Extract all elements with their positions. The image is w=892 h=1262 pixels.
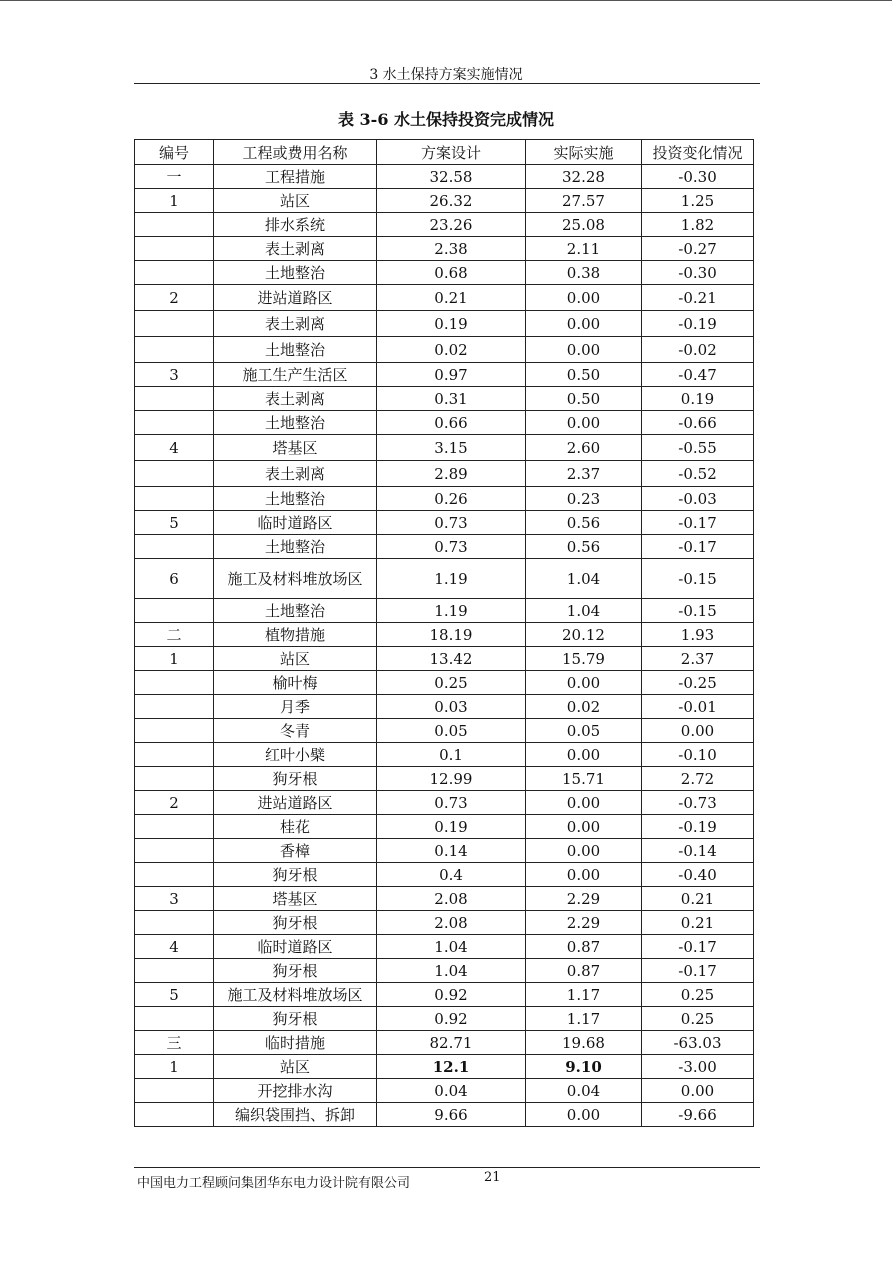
cell-item-name: 临时措施	[214, 1031, 377, 1055]
cell-change: -0.73	[642, 791, 754, 815]
cell-item-name: 桂花	[214, 815, 377, 839]
cell-planned: 2.38	[377, 237, 526, 261]
table-header-row	[135, 140, 754, 165]
table-row	[135, 623, 754, 647]
cell-number: 二	[135, 623, 214, 647]
cell-change: 0.00	[642, 719, 754, 743]
cell-planned: 0.92	[377, 1007, 526, 1031]
cell-actual: 0.00	[526, 863, 642, 887]
cell-actual: 0.00	[526, 743, 642, 767]
cell-number	[135, 387, 214, 411]
cell-planned: 2.08	[377, 911, 526, 935]
cell-actual: 0.00	[526, 1103, 642, 1127]
table-row	[135, 535, 754, 559]
cell-actual: 19.68	[526, 1031, 642, 1055]
table-row	[135, 647, 754, 671]
cell-planned: 2.08	[377, 887, 526, 911]
cell-change: 1.93	[642, 623, 754, 647]
cell-item-name: 狗牙根	[214, 911, 377, 935]
cell-actual: 0.00	[526, 815, 642, 839]
table-row	[135, 959, 754, 983]
cell-number	[135, 719, 214, 743]
cell-planned: 0.19	[377, 311, 526, 337]
cell-change: -0.10	[642, 743, 754, 767]
table-row	[135, 719, 754, 743]
cell-change: -0.17	[642, 959, 754, 983]
footer-company: 中国电力工程顾问集团华东电力设计院有限公司	[137, 1176, 411, 1191]
cell-item-name: 植物措施	[214, 623, 377, 647]
cell-change: -0.21	[642, 285, 754, 311]
cell-number	[135, 311, 214, 337]
cell-planned: 0.31	[377, 387, 526, 411]
cell-planned: 0.21	[377, 285, 526, 311]
cell-actual: 0.87	[526, 935, 642, 959]
cell-actual: 0.00	[526, 671, 642, 695]
cell-item-name: 月季	[214, 695, 377, 719]
cell-number	[135, 671, 214, 695]
table-row	[135, 337, 754, 363]
table-row	[135, 387, 754, 411]
cell-number: 1	[135, 1055, 214, 1079]
table-row	[135, 887, 754, 911]
table-row	[135, 487, 754, 511]
cell-item-name: 土地整治	[214, 535, 377, 559]
cell-change: -3.00	[642, 1055, 754, 1079]
cell-number: 一	[135, 165, 214, 189]
cell-planned: 0.73	[377, 535, 526, 559]
cell-change: -0.03	[642, 487, 754, 511]
cell-planned: 0.19	[377, 815, 526, 839]
cell-number: 4	[135, 435, 214, 461]
cell-planned: 26.32	[377, 189, 526, 213]
table-row	[135, 1055, 754, 1079]
cell-planned: 0.14	[377, 839, 526, 863]
table-row	[135, 1103, 754, 1127]
cell-number	[135, 911, 214, 935]
cell-item-name: 排水系统	[214, 213, 377, 237]
table-row	[135, 767, 754, 791]
cell-planned: 3.15	[377, 435, 526, 461]
cell-planned: 9.66	[377, 1103, 526, 1127]
cell-number	[135, 815, 214, 839]
cell-number	[135, 461, 214, 487]
table-row	[135, 363, 754, 387]
table-row	[135, 935, 754, 959]
cell-actual: 0.04	[526, 1079, 642, 1103]
col-header-actual: 实际实施	[526, 140, 642, 165]
cell-planned: 1.19	[377, 559, 526, 599]
cell-number: 5	[135, 511, 214, 535]
cell-planned: 0.25	[377, 671, 526, 695]
cell-item-name: 编织袋围挡、拆卸	[214, 1103, 377, 1127]
cell-number: 1	[135, 189, 214, 213]
cell-item-name: 进站道路区	[214, 791, 377, 815]
cell-item-name: 土地整治	[214, 337, 377, 363]
cell-number	[135, 863, 214, 887]
cell-planned: 0.1	[377, 743, 526, 767]
table-row	[135, 1079, 754, 1103]
cell-change: 0.00	[642, 1079, 754, 1103]
table-row	[135, 983, 754, 1007]
cell-actual: 25.08	[526, 213, 642, 237]
page-top-edge	[0, 0, 892, 1]
cell-number	[135, 237, 214, 261]
cell-actual: 0.87	[526, 959, 642, 983]
cell-actual: 2.29	[526, 911, 642, 935]
cell-actual: 27.57	[526, 189, 642, 213]
cell-actual: 0.00	[526, 311, 642, 337]
cell-actual: 0.00	[526, 411, 642, 435]
cell-planned: 0.03	[377, 695, 526, 719]
table-row	[135, 839, 754, 863]
cell-change: -0.52	[642, 461, 754, 487]
cell-planned: 1.04	[377, 935, 526, 959]
col-header-number: 编号	[135, 140, 214, 165]
table-row	[135, 189, 754, 213]
cell-planned: 0.73	[377, 511, 526, 535]
table-body	[135, 165, 754, 1127]
page-number: 21	[484, 1170, 501, 1185]
cell-actual: 1.04	[526, 559, 642, 599]
cell-number	[135, 213, 214, 237]
cell-item-name: 站区	[214, 647, 377, 671]
cell-actual: 0.00	[526, 337, 642, 363]
cell-planned: 0.68	[377, 261, 526, 285]
table-row	[135, 411, 754, 435]
cell-item-name: 施工及材料堆放场区	[214, 983, 377, 1007]
cell-planned: 0.66	[377, 411, 526, 435]
cell-item-name: 塔基区	[214, 435, 377, 461]
cell-actual: 1.04	[526, 599, 642, 623]
cell-actual: 9.10	[526, 1055, 642, 1079]
cell-item-name: 冬青	[214, 719, 377, 743]
cell-number	[135, 959, 214, 983]
cell-change: -0.14	[642, 839, 754, 863]
cell-actual: 0.50	[526, 363, 642, 387]
cell-item-name: 表土剥离	[214, 461, 377, 487]
cell-item-name: 临时道路区	[214, 511, 377, 535]
cell-item-name: 狗牙根	[214, 959, 377, 983]
header-rule	[134, 83, 760, 84]
cell-item-name: 进站道路区	[214, 285, 377, 311]
cell-change: -0.30	[642, 165, 754, 189]
cell-planned: 13.42	[377, 647, 526, 671]
cell-change: -0.17	[642, 511, 754, 535]
cell-change: 0.25	[642, 983, 754, 1007]
cell-number	[135, 839, 214, 863]
cell-actual: 2.60	[526, 435, 642, 461]
cell-planned: 1.04	[377, 959, 526, 983]
cell-planned: 0.73	[377, 791, 526, 815]
cell-change: -0.17	[642, 535, 754, 559]
table-row	[135, 1031, 754, 1055]
cell-item-name: 香樟	[214, 839, 377, 863]
cell-planned: 82.71	[377, 1031, 526, 1055]
table-row	[135, 261, 754, 285]
table-row	[135, 461, 754, 487]
cell-number: 3	[135, 887, 214, 911]
cell-change: -0.15	[642, 599, 754, 623]
running-header: 3 水土保持方案实施情况	[369, 67, 523, 83]
cell-item-name: 开挖排水沟	[214, 1079, 377, 1103]
col-header-planned: 方案设计	[377, 140, 526, 165]
cell-planned: 32.58	[377, 165, 526, 189]
cell-number	[135, 1007, 214, 1031]
col-header-item-name: 工程或费用名称	[214, 140, 377, 165]
table-caption: 表 3-6 水土保持投资完成情况	[337, 110, 555, 129]
table-row	[135, 911, 754, 935]
table-row	[135, 165, 754, 189]
cell-planned: 0.97	[377, 363, 526, 387]
cell-change: 2.37	[642, 647, 754, 671]
cell-planned: 0.26	[377, 487, 526, 511]
cell-actual: 0.38	[526, 261, 642, 285]
cell-change: -9.66	[642, 1103, 754, 1127]
cell-actual: 0.00	[526, 285, 642, 311]
cell-change: -0.19	[642, 311, 754, 337]
cell-change: -0.27	[642, 237, 754, 261]
table-row	[135, 511, 754, 535]
cell-change: 0.25	[642, 1007, 754, 1031]
investment-table	[134, 139, 754, 1127]
cell-change: 1.82	[642, 213, 754, 237]
table-row	[135, 671, 754, 695]
cell-change: -0.01	[642, 695, 754, 719]
cell-actual: 2.29	[526, 887, 642, 911]
cell-item-name: 站区	[214, 189, 377, 213]
cell-number: 5	[135, 983, 214, 1007]
cell-actual: 0.50	[526, 387, 642, 411]
table-row	[135, 695, 754, 719]
table-row	[135, 599, 754, 623]
cell-change: -0.40	[642, 863, 754, 887]
cell-actual: 0.23	[526, 487, 642, 511]
cell-item-name: 狗牙根	[214, 863, 377, 887]
cell-change: -0.30	[642, 261, 754, 285]
table-row	[135, 863, 754, 887]
cell-item-name: 塔基区	[214, 887, 377, 911]
cell-item-name: 表土剥离	[214, 237, 377, 261]
col-header-change: 投资变化情况	[642, 140, 754, 165]
table-row	[135, 435, 754, 461]
cell-item-name: 土地整治	[214, 599, 377, 623]
cell-change: -63.03	[642, 1031, 754, 1055]
cell-number	[135, 261, 214, 285]
cell-actual: 2.37	[526, 461, 642, 487]
cell-planned: 12.99	[377, 767, 526, 791]
cell-actual: 1.17	[526, 983, 642, 1007]
cell-actual: 15.79	[526, 647, 642, 671]
cell-planned: 0.04	[377, 1079, 526, 1103]
cell-number	[135, 535, 214, 559]
table-row	[135, 743, 754, 767]
cell-item-name: 土地整治	[214, 411, 377, 435]
table-row	[135, 815, 754, 839]
cell-actual: 0.05	[526, 719, 642, 743]
cell-number: 2	[135, 285, 214, 311]
cell-number: 三	[135, 1031, 214, 1055]
cell-change: 0.21	[642, 911, 754, 935]
cell-number	[135, 767, 214, 791]
cell-number: 4	[135, 935, 214, 959]
cell-change: -0.25	[642, 671, 754, 695]
cell-item-name: 红叶小檗	[214, 743, 377, 767]
cell-item-name: 表土剥离	[214, 311, 377, 337]
cell-change: -0.15	[642, 559, 754, 599]
cell-number: 2	[135, 791, 214, 815]
cell-number	[135, 695, 214, 719]
cell-number	[135, 337, 214, 363]
table-row	[135, 559, 754, 599]
cell-number	[135, 411, 214, 435]
cell-actual: 0.00	[526, 839, 642, 863]
cell-actual: 0.56	[526, 511, 642, 535]
cell-number: 6	[135, 559, 214, 599]
cell-planned: 0.02	[377, 337, 526, 363]
table-row	[135, 1007, 754, 1031]
footer-rule	[134, 1167, 760, 1168]
cell-change: 0.19	[642, 387, 754, 411]
cell-actual: 0.00	[526, 791, 642, 815]
cell-item-name: 狗牙根	[214, 767, 377, 791]
table-row	[135, 285, 754, 311]
cell-item-name: 狗牙根	[214, 1007, 377, 1031]
cell-item-name: 表土剥离	[214, 387, 377, 411]
cell-actual: 2.11	[526, 237, 642, 261]
cell-change: -0.66	[642, 411, 754, 435]
table-row	[135, 237, 754, 261]
cell-change: -0.47	[642, 363, 754, 387]
cell-planned: 18.19	[377, 623, 526, 647]
cell-actual: 0.56	[526, 535, 642, 559]
cell-number	[135, 599, 214, 623]
cell-number: 3	[135, 363, 214, 387]
cell-actual: 20.12	[526, 623, 642, 647]
cell-planned: 1.19	[377, 599, 526, 623]
cell-item-name: 榆叶梅	[214, 671, 377, 695]
cell-item-name: 施工及材料堆放场区	[214, 559, 377, 599]
cell-number	[135, 743, 214, 767]
cell-actual: 1.17	[526, 1007, 642, 1031]
cell-item-name: 工程措施	[214, 165, 377, 189]
table-row	[135, 311, 754, 337]
cell-planned: 0.05	[377, 719, 526, 743]
table-row	[135, 791, 754, 815]
cell-actual: 15.71	[526, 767, 642, 791]
cell-change: -0.17	[642, 935, 754, 959]
cell-change: 1.25	[642, 189, 754, 213]
cell-planned: 0.92	[377, 983, 526, 1007]
cell-planned: 2.89	[377, 461, 526, 487]
cell-item-name: 临时道路区	[214, 935, 377, 959]
cell-change: 0.21	[642, 887, 754, 911]
cell-actual: 32.28	[526, 165, 642, 189]
cell-actual: 0.02	[526, 695, 642, 719]
cell-change: -0.55	[642, 435, 754, 461]
cell-number: 1	[135, 647, 214, 671]
cell-change: -0.02	[642, 337, 754, 363]
table-row	[135, 213, 754, 237]
cell-number	[135, 1079, 214, 1103]
cell-number	[135, 1103, 214, 1127]
cell-number	[135, 487, 214, 511]
cell-item-name: 土地整治	[214, 261, 377, 285]
cell-change: -0.19	[642, 815, 754, 839]
cell-item-name: 站区	[214, 1055, 377, 1079]
cell-planned: 0.4	[377, 863, 526, 887]
cell-planned: 23.26	[377, 213, 526, 237]
cell-item-name: 施工生产生活区	[214, 363, 377, 387]
cell-change: 2.72	[642, 767, 754, 791]
cell-item-name: 土地整治	[214, 487, 377, 511]
cell-planned: 12.1	[377, 1055, 526, 1079]
